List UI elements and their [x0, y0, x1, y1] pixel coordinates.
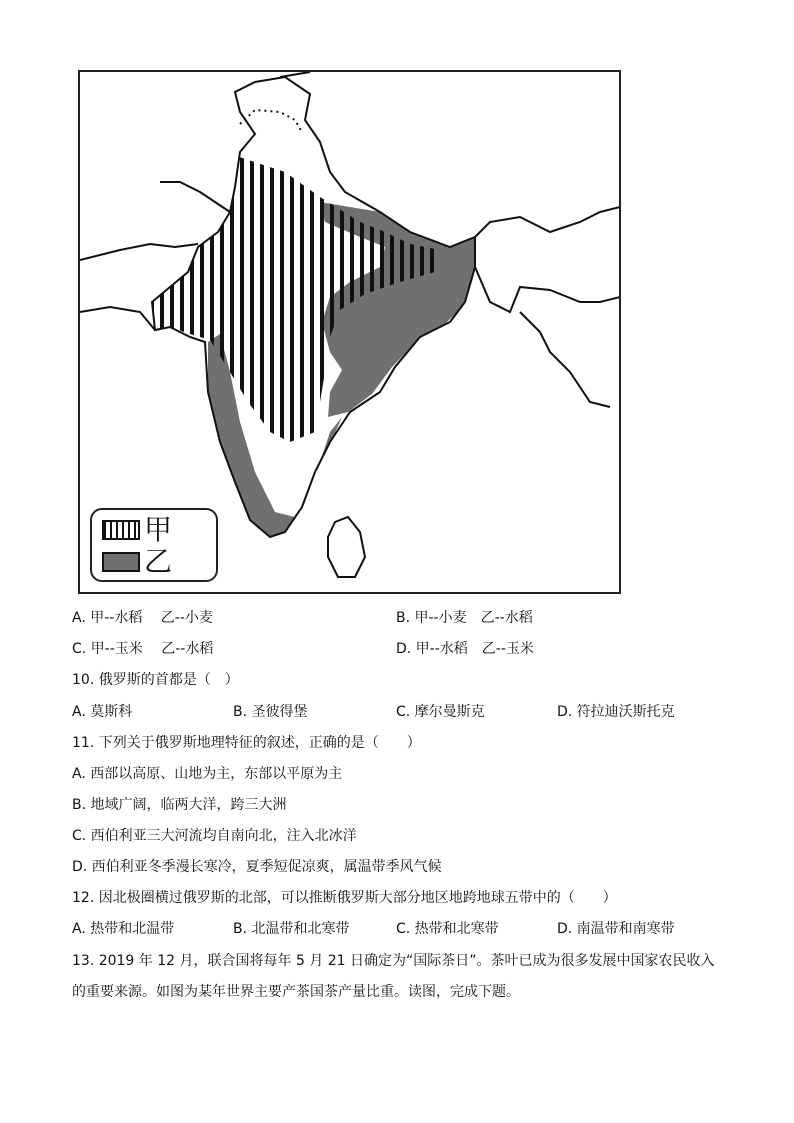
q13-stem: 13. 2019 年 12 月，联合国将每年 5 月 21 日确定为“国际茶日”。茶叶已成为很多发展中国家农民收入的重要来源。如图为某年世界主要产茶国茶产量比重。读图，完成下题。: [72, 953, 715, 1000]
q10-option-b[interactable]: B. 圣彼得堡: [233, 704, 308, 720]
q12-option-b[interactable]: B. 北温带和北寒带: [233, 921, 350, 937]
q11-stem: 11. 下列关于俄罗斯地理特征的叙述，正确的是（ ）: [72, 735, 421, 751]
legend-row-yi: [102, 545, 173, 578]
q9-option-d[interactable]: D. 甲--水稻 乙--玉米: [396, 641, 534, 657]
legend-row-jia: [102, 513, 173, 546]
q10-option-c[interactable]: C. 摩尔曼斯克: [396, 704, 485, 720]
q10-option-a[interactable]: A. 莫斯科: [72, 704, 133, 720]
legend-label-yi: 乙: [144, 545, 173, 578]
q9-option-a[interactable]: A. 甲--水稻 乙--小麦: [72, 610, 213, 626]
q11-option-d[interactable]: D. 西伯利亚冬季漫长寒冷，夏季短促凉爽，属温带季风气候: [72, 859, 442, 875]
sri-lanka-outline: [328, 517, 365, 577]
q9-option-b[interactable]: B. 甲--小麦 乙--水稻: [396, 610, 533, 626]
q12-option-a[interactable]: A. 热带和北温带: [72, 921, 175, 937]
q11-option-a[interactable]: A. 西部以高原、山地为主，东部以平原为主: [72, 766, 343, 782]
q9-option-c[interactable]: C. 甲--玉米 乙--水稻: [72, 641, 214, 657]
fill-swatch-icon: [102, 552, 140, 572]
q11-option-c[interactable]: C. 西伯利亚三大河流均自南向北，注入北冰洋: [72, 828, 357, 844]
india-crop-map: [78, 70, 621, 594]
kashmir-dotted-border: [240, 110, 302, 132]
q12-stem: 12. 因北极圈横过俄罗斯的北部，可以推断俄罗斯大部分地区地跨地球五带中的（ ）: [72, 890, 617, 906]
q12-option-c[interactable]: C. 热带和北寒带: [396, 921, 499, 937]
legend-label-jia: 甲: [144, 513, 173, 546]
q12-option-d[interactable]: D. 南温带和南寒带: [557, 921, 675, 937]
q11-option-b[interactable]: B. 地域广阔，临两大洋，跨三大洲: [72, 797, 287, 813]
hatch-swatch-icon: [102, 520, 140, 540]
q10-option-d[interactable]: D. 符拉迪沃斯托克: [557, 704, 675, 720]
q10-stem: 10. 俄罗斯的首都是（ ）: [72, 672, 239, 688]
map-legend: [90, 508, 218, 582]
